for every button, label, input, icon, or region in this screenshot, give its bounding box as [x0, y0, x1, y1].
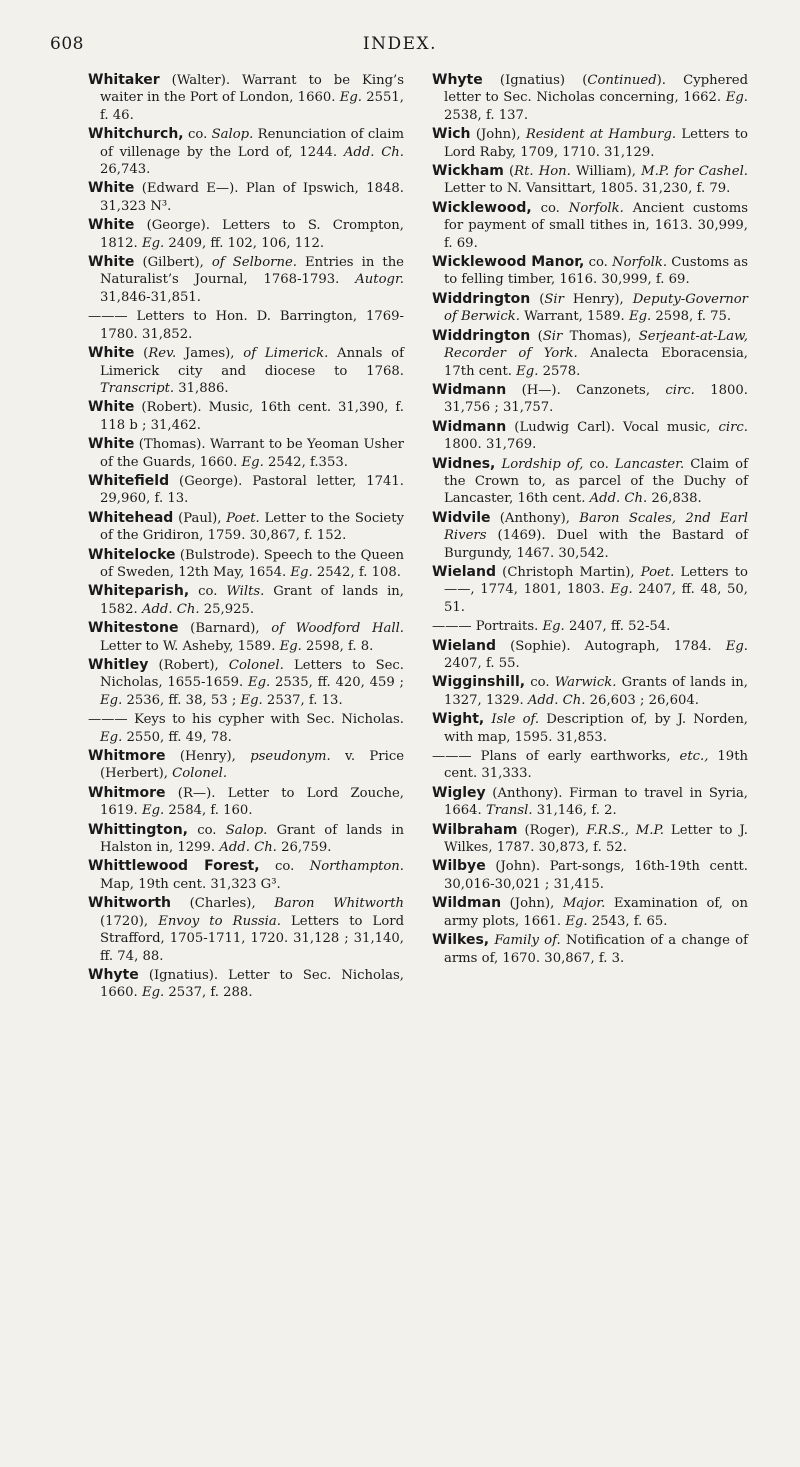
entry-italic-text: etc.,: [679, 749, 709, 765]
entry-text: Entries in the Naturalist’s Journal, 1768-1793.: [100, 255, 404, 288]
index-entry: [88, 399, 404, 434]
entry-italic-text: Eg.: [141, 235, 165, 251]
entry-text: Thomas),: [562, 328, 639, 344]
index-entry: [88, 748, 404, 783]
entry-headword: Whitehead: [88, 509, 174, 526]
index-entry: [88, 620, 404, 655]
entry-italic-text: Norfolk.: [568, 200, 624, 216]
entry-text: 1800. 31,756 ; 31,757.: [444, 382, 748, 416]
entry-headword: Wickham: [432, 163, 504, 180]
entry-headword: Widdrington: [432, 290, 531, 307]
entry-text: co.: [584, 255, 613, 271]
index-entry: [88, 126, 404, 178]
entry-text: (John),: [470, 127, 526, 143]
entry-text: ——— Letters to Hon. D. Barrington, 1769-1780. 31,852.: [88, 309, 404, 342]
entry-text: (Roger),: [517, 822, 587, 838]
entry-text: (: [134, 346, 149, 362]
entry-text: Letters to Lord Raby, 1709, 1710. 31,129.: [444, 127, 748, 160]
entry-italic-text: Major.: [562, 896, 606, 912]
entry-text: (Ignatius) (: [482, 73, 588, 88]
entry-headword: Whitaker: [88, 72, 160, 88]
entry-text: Examination of, on army plots, 1661.: [444, 896, 748, 929]
entry-text: (Edward E—). Plan of Ipswich, 1848. 31,323 N³.: [100, 181, 404, 214]
entry-headword: White: [88, 399, 135, 416]
entry-headword: White: [88, 217, 135, 234]
entry-headword: Widmann: [432, 418, 507, 435]
index-entry: [432, 254, 748, 289]
index-entry: [432, 382, 748, 417]
entry-text: 2543, f. 65.: [587, 913, 668, 929]
entry-text: Grants of lands in, 1327, 1329.: [444, 675, 748, 708]
entry-headword: Whitefield: [88, 472, 170, 489]
index-entry: [432, 564, 748, 616]
entry-text: 2537, f. 288.: [164, 985, 253, 1001]
entry-headword: White: [88, 180, 135, 197]
entry-italic-text: Poet.: [226, 510, 260, 526]
entry-text: ). Cyphered letter to Sec. Nicholas concerning, 1662.: [444, 73, 749, 106]
entry-text: (: [503, 164, 515, 180]
index-entry: [88, 254, 404, 306]
index-entry: [88, 72, 404, 124]
entry-text: Henry),: [563, 291, 633, 307]
entry-text: (Walter). Warrant to be King’s waiter in the Port of London, 1660.: [100, 73, 404, 106]
entry-headword: Wilbraham: [432, 821, 518, 838]
entry-text: 2538, f. 137.: [444, 107, 529, 123]
entry-text: Letters to ——, 1774, 1801, 1803.: [444, 564, 748, 598]
index-entry: [432, 618, 748, 635]
entry-text: 26,743.: [100, 162, 151, 178]
entry-italic-text: circ.: [665, 382, 695, 398]
index-entry: [88, 180, 404, 215]
entry-text: (Barnard),: [178, 621, 272, 637]
entry-text: Letters to Lord Strafford, 1705-1711, 1720. 31,128 ; 31,140, ff. 74, 88.: [100, 913, 405, 964]
entry-italic-text: Serjeant-at-Law, Recorder of York.: [444, 328, 748, 362]
entry-headword: Whitchurch,: [88, 126, 184, 143]
entry-text: Map, 19th cent. 31,323 G³.: [100, 876, 281, 892]
entry-text: ——— Plans of early earthworks,: [432, 749, 680, 765]
entry-italic-text: Rt. Hon.: [514, 164, 571, 180]
entry-text: 25,925.: [199, 601, 255, 617]
entry-italic-text: Transcript.: [100, 380, 175, 396]
index-entry: [432, 711, 748, 746]
entry-text: 26,759.: [276, 840, 332, 856]
entry-italic-text: Eg.: [100, 729, 123, 745]
index-entry: [88, 822, 404, 857]
entry-italic-text: Family of.: [494, 933, 561, 949]
entry-italic-text: Eg.: [141, 803, 165, 819]
left-column: [88, 72, 404, 1004]
entry-italic-text: Eg.: [241, 454, 264, 470]
entry-headword: Wilbye: [432, 858, 486, 875]
index-entry: [432, 748, 748, 783]
entry-text: 2578.: [538, 363, 581, 379]
entry-italic-text: Autogr.: [355, 272, 404, 288]
entry-headword: Widnes,: [432, 455, 496, 472]
entry-italic-text: Add. Ch.: [527, 692, 586, 708]
entry-text: Renunciation of claim of villenage by the Lord of, 1244.: [100, 127, 405, 160]
entry-text: (Robert),: [148, 658, 229, 673]
entry-text: co.: [525, 675, 555, 691]
entry-headword: Widmann: [432, 381, 507, 398]
entry-italic-text: Transl.: [485, 803, 533, 819]
entry-italic-text: circ.: [718, 419, 748, 435]
entry-text: (Sophie). Autograph, 1784.: [495, 638, 726, 654]
entry-headword: Wieland: [432, 637, 496, 654]
entry-text: 31,146, f. 2.: [532, 803, 617, 819]
entry-text: (Gilbert),: [134, 255, 212, 271]
page-header: [0, 0, 800, 60]
entry-text: (H—). Canzonets,: [506, 382, 666, 398]
entry-text: Letter to the Society of the Gridiron, 1759. 30,867, f. 152.: [100, 510, 404, 544]
entry-text: Letter to N. Vansittart, 1805. 31,230, f. 79.: [444, 181, 731, 197]
entry-text: 2407, ff. 52-54.: [564, 619, 671, 635]
entry-text: (John),: [501, 896, 563, 912]
entry-text: (Robert). Music, 16th cent. 31,390, f. 118 b ; 31,462.: [100, 400, 404, 433]
entry-headword: Wich: [432, 126, 471, 143]
entry-headword: Wight,: [432, 711, 485, 728]
entry-headword: Whitworth: [88, 895, 172, 912]
index-entry: [432, 200, 748, 252]
index-entry: [88, 895, 404, 965]
entry-text: Grant of lands in Halston in, 1299.: [100, 822, 405, 856]
entry-text: 2598, f. 75.: [651, 309, 732, 325]
index-entry: [432, 932, 748, 967]
entry-headword: Wicklewood,: [432, 199, 532, 216]
entry-text: 26,838.: [647, 491, 702, 507]
entry-text: Ancient customs for payment of small tithes in, 1613. 30,999, f. 69.: [444, 200, 749, 251]
entry-headword: Whitmore: [88, 748, 166, 765]
entry-italic-text: Rev.: [148, 346, 177, 362]
index-entry: [432, 674, 748, 709]
entry-text: 2409, ff. 102, 106, 112.: [164, 235, 325, 251]
entry-italic-text: Lordship of,: [501, 456, 584, 472]
entry-italic-text: Colonel.: [228, 658, 284, 673]
entry-italic-text: Baron Whitworth: [274, 896, 405, 912]
entry-text: (1469). Duel with the Bastard of Burgundy, 1467. 30,542.: [444, 528, 748, 561]
entry-text: (Thomas). Warrant to be Yeoman Usher of the Guards, 1660.: [100, 437, 404, 470]
entry-italic-text: Isle of.: [491, 712, 540, 728]
index-entry: [88, 785, 404, 820]
index-entry: [88, 473, 404, 508]
index-entry: [432, 785, 748, 820]
entry-text: (R—). Letter to Lord Zouche, 1619.: [100, 785, 404, 819]
entry-text: Annals of Limerick city and diocese to 1768.: [100, 346, 405, 379]
index-entry: [88, 547, 404, 582]
entry-text: (Ludwig Carl). Vocal music,: [506, 419, 719, 435]
entry-italic-text: Baron Scales, 2nd Earl Rivers: [444, 510, 749, 544]
entry-text: Grant of lands in, 1582.: [100, 584, 404, 617]
entry-italic-text: Eg.: [141, 985, 165, 1001]
entry-headword: White: [88, 345, 135, 362]
running-head: INDEX.: [362, 34, 438, 54]
entry-headword: Widdrington: [432, 327, 531, 344]
entry-text: 31,886.: [174, 380, 229, 396]
index-entry: [432, 328, 748, 380]
index-entry: [88, 510, 404, 545]
entry-text: 2598, f. 8.: [301, 638, 374, 654]
entry-text: 26,603 ; 26,604.: [585, 692, 699, 708]
entry-text: James),: [176, 346, 244, 362]
index-entry: [88, 345, 404, 397]
entry-text: 1800. 31,769.: [444, 437, 537, 453]
entry-text: Customs as to felling timber, 1616. 30,999, f. 69.: [444, 255, 748, 288]
entry-italic-text: Colonel.: [172, 766, 228, 782]
entry-headword: Whyte: [432, 72, 483, 88]
entry-headword: Wilkes,: [432, 932, 490, 949]
entry-italic-text: of Selborne.: [211, 255, 297, 271]
entry-headword: Wigley: [432, 784, 486, 801]
entry-text: 2407, f. 55.: [444, 656, 520, 671]
entry-italic-text: pseudonym.: [250, 749, 331, 765]
entry-text: (Bulstrode). Speech to the Queen of Sweden, 12th May, 1654.: [100, 547, 404, 580]
entry-text: Analecta Eboracensia, 17th cent.: [444, 346, 748, 379]
index-entry: [88, 657, 404, 709]
entry-text: 2584, f. 160.: [164, 803, 253, 819]
entry-headword: Whittlewood Forest,: [88, 858, 260, 875]
entry-italic-text: Envoy to Russia.: [158, 913, 281, 929]
entry-text: Warrant, 1589.: [519, 309, 629, 325]
entry-italic-text: M.P. for Cashel.: [641, 164, 748, 180]
entry-headword: Whitmore: [88, 784, 166, 801]
entry-italic-text: Eg.: [725, 90, 748, 106]
entry-italic-text: Sir: [542, 328, 563, 344]
entry-italic-text: of Limerick.: [243, 346, 329, 362]
entry-text: (Charles),: [171, 896, 275, 912]
entry-italic-text: Eg.: [725, 638, 748, 654]
entry-text: 2537, f. 13.: [262, 692, 343, 708]
entry-text: Claim of the Crown to, as parcel of the Duchy of Lancaster, 16th cent.: [444, 456, 748, 507]
entry-text: (Christoph Martin),: [495, 564, 641, 580]
entry-headword: Whitley: [88, 657, 149, 673]
entry-headword: Wicklewood Manor,: [432, 254, 585, 271]
index-entry: [432, 126, 748, 161]
entry-text: 2551, f. 46.: [100, 90, 404, 123]
entry-italic-text: Poet.: [640, 564, 675, 580]
entry-text: ——— Portraits.: [432, 619, 543, 635]
entry-headword: White: [88, 436, 135, 453]
entry-italic-text: Lancaster.: [614, 456, 685, 472]
entry-text: Description of, by J. Norden, with map, 1595. 31,853.: [444, 712, 749, 745]
entry-italic-text: Resident at Hamburg.: [525, 127, 677, 143]
entry-headword: White: [88, 254, 135, 271]
index-entry: [88, 858, 404, 893]
index-entry: [88, 583, 404, 618]
entry-headword: Whitestone: [88, 620, 179, 637]
entry-italic-text: Eg.: [339, 90, 362, 106]
entry-text: (: [530, 291, 545, 307]
entry-text: Letter to J. Wilkes, 1787. 30,873, f. 52.: [444, 822, 748, 856]
entry-italic-text: Deputy-Governor of Berwick.: [444, 291, 748, 325]
index-entry: [432, 291, 748, 326]
entry-italic-text: Northampton.: [309, 859, 404, 875]
index-entry: [88, 217, 404, 252]
entry-headword: Wieland: [432, 563, 496, 580]
entry-text: (George). Pastoral letter, 1741. 29,960, f. 13.: [100, 473, 404, 507]
entry-headword: Whitelocke: [88, 546, 176, 563]
entry-text: co.: [183, 127, 212, 143]
entry-text: Letters to Sec. Nicholas, 1655-1659.: [100, 658, 404, 691]
index-entry: [88, 436, 404, 471]
entry-text: 2542, f.353.: [263, 454, 348, 470]
entry-text: (George). Letters to S. Crompton, 1812.: [100, 218, 404, 251]
entry-text: co.: [259, 859, 310, 875]
entry-text: 2542, f. 108.: [312, 564, 401, 580]
entry-text: ——— Keys to his cypher with Sec. Nicholas.: [88, 712, 404, 728]
entry-text: v. Price (Herbert),: [100, 749, 405, 782]
entry-italic-text: Eg.: [290, 564, 313, 580]
entry-italic-text: of Woodford Hall.: [271, 621, 404, 637]
index-entry: [432, 510, 748, 562]
entry-text: Notification of a change of arms of, 1670. 30,867, f. 3.: [444, 933, 748, 966]
entry-text: co.: [583, 456, 615, 472]
entry-text: 2407, ff. 48, 50, 51.: [444, 582, 748, 615]
entry-text: (Henry),: [165, 749, 251, 765]
entry-headword: Widvile: [432, 509, 491, 526]
entry-italic-text: Norfolk.: [612, 255, 668, 271]
entry-italic-text: Wilts.: [226, 584, 265, 600]
entry-text: 2550, ff. 49, 78.: [122, 729, 232, 745]
page-number: 608: [50, 34, 84, 54]
index-entry: [88, 711, 404, 746]
entry-headword: Whiteparish,: [88, 583, 190, 600]
entry-text: co.: [531, 200, 569, 216]
index-entry: [432, 163, 748, 198]
entry-italic-text: F.R.S., M.P.: [586, 822, 664, 838]
right-column: [432, 72, 748, 1004]
entry-headword: Wigginshill,: [432, 674, 526, 691]
index-entry: [432, 638, 748, 673]
index-entry: [88, 308, 404, 343]
index-entry: [88, 967, 404, 1002]
entry-text: Letter to W. Asheby, 1589.: [100, 638, 280, 654]
entry-text: co.: [189, 584, 227, 600]
entry-italic-text: Sir: [544, 291, 564, 307]
entry-text: (Ignatius). Letter to Sec. Nicholas, 1660.: [100, 967, 404, 1001]
index-entry: [432, 72, 748, 124]
entry-italic-text: Eg.: [628, 309, 652, 325]
entry-headword: Whittington,: [88, 821, 188, 838]
entry-italic-text: Warwick.: [554, 675, 617, 691]
entry-italic-text: Salop.: [225, 822, 268, 838]
entry-text: 19th cent. 31,333.: [444, 749, 748, 782]
entry-text: William),: [570, 164, 642, 180]
entry-italic-text: Salop.: [211, 127, 254, 143]
entry-headword: Wildman: [432, 895, 502, 912]
entry-italic-text: Continued: [587, 73, 657, 88]
entry-text: (: [530, 328, 543, 344]
index-columns: [88, 72, 748, 1004]
entry-italic-text: Add. Ch.: [141, 601, 200, 617]
entry-italic-text: Eg.: [542, 619, 565, 635]
entry-headword: Whyte: [88, 966, 139, 983]
entry-text: 2536, ff. 38, 53 ;: [122, 692, 241, 708]
index-entry: [432, 858, 748, 893]
entry-text: (Anthony),: [490, 510, 580, 526]
entry-italic-text: Add. Ch.: [343, 144, 404, 160]
index-entry: [432, 456, 748, 508]
entry-italic-text: Add. Ch.: [589, 491, 648, 507]
entry-text: (1720),: [100, 913, 159, 929]
index-entry: [432, 895, 748, 930]
entry-italic-text: Eg.: [240, 692, 263, 708]
entry-text: (John). Part-songs, 16th-19th centt. 30,016-30,021 ; 31,415.: [444, 859, 748, 892]
entry-italic-text: Eg.: [247, 675, 271, 691]
entry-text: co.: [187, 822, 226, 838]
entry-italic-text: Eg.: [565, 913, 588, 929]
entry-italic-text: Add. Ch.: [219, 840, 277, 856]
entry-text: (Paul),: [173, 510, 227, 526]
index-entry: [432, 822, 748, 857]
entry-italic-text: Eg.: [279, 638, 302, 654]
entry-italic-text: Eg.: [100, 692, 123, 708]
entry-italic-text: Eg.: [516, 363, 539, 379]
entry-text: 31,846-31,851.: [100, 289, 201, 305]
entry-text: 2535, ff. 420, 459 ;: [270, 675, 404, 691]
index-entry: [432, 419, 748, 454]
entry-text: (Anthony). Firman to travel in Syria, 1664.: [444, 785, 748, 819]
entry-italic-text: Eg.: [610, 582, 633, 598]
